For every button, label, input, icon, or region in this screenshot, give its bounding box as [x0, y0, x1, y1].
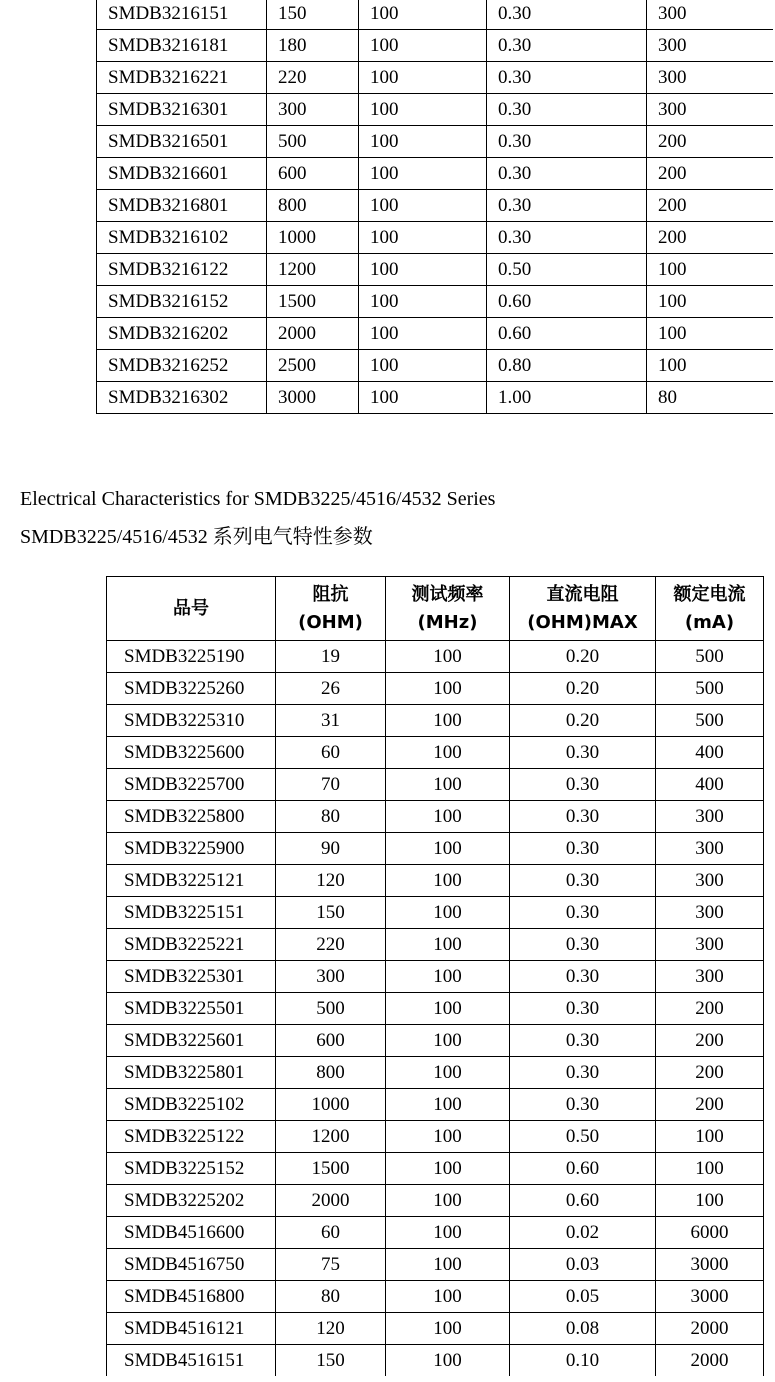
table-cell: 0.30 — [510, 1057, 656, 1089]
table-cell: 200 — [656, 1089, 764, 1121]
table-cell: 300 — [647, 62, 773, 94]
table-cell: SMDB4516750 — [107, 1249, 276, 1281]
table-cell: 300 — [647, 0, 773, 30]
section-title-english: Electrical Characteristics for SMDB3225/4516/4532 Series — [20, 488, 496, 510]
table-cell: 100 — [386, 1025, 510, 1057]
table-cell: 100 — [386, 737, 510, 769]
table-cell: 80 — [276, 801, 386, 833]
table-cell: 0.30 — [487, 126, 647, 158]
table-cell: 100 — [386, 801, 510, 833]
table-cell: SMDB3216102 — [97, 222, 267, 254]
table-row — [107, 993, 764, 1025]
table-cell: 100 — [386, 1057, 510, 1089]
table-cell: SMDB3216501 — [97, 126, 267, 158]
table-cell: 220 — [276, 929, 386, 961]
table-row — [107, 1025, 764, 1057]
table-cell: 220 — [267, 62, 359, 94]
table-cell: 300 — [656, 929, 764, 961]
table-cell: 100 — [647, 350, 773, 382]
table-cell: SMDB3225190 — [107, 641, 276, 673]
table-cell: 0.30 — [510, 929, 656, 961]
table-cell: 500 — [276, 993, 386, 1025]
table-cell: 200 — [656, 1057, 764, 1089]
table-cell: 100 — [386, 1281, 510, 1313]
table-row — [97, 190, 773, 222]
table-cell: 100 — [386, 865, 510, 897]
table-cell: 2000 — [276, 1185, 386, 1217]
table-cell: 100 — [386, 833, 510, 865]
table-row — [107, 961, 764, 993]
table-cell: SMDB4516121 — [107, 1313, 276, 1345]
table-cell: 2500 — [267, 350, 359, 382]
table-cell: 150 — [276, 897, 386, 929]
table-cell: 0.30 — [510, 1089, 656, 1121]
table-cell: SMDB3225900 — [107, 833, 276, 865]
table-cell: 0.60 — [510, 1153, 656, 1185]
table-cell: 300 — [656, 801, 764, 833]
table-cell: 100 — [386, 673, 510, 705]
column-header — [386, 577, 510, 641]
table-cell: SMDB3216601 — [97, 158, 267, 190]
table-cell: 100 — [386, 961, 510, 993]
table-cell: 180 — [267, 30, 359, 62]
table-cell: 90 — [276, 833, 386, 865]
table-cell: SMDB3225601 — [107, 1025, 276, 1057]
table-cell: 1500 — [276, 1153, 386, 1185]
table-cell: 200 — [647, 126, 773, 158]
table-cell: 3000 — [267, 382, 359, 414]
table-cell: 0.30 — [510, 961, 656, 993]
table-cell: 80 — [276, 1281, 386, 1313]
table-cell: 100 — [656, 1185, 764, 1217]
table-cell: 500 — [656, 641, 764, 673]
table-cell: 300 — [267, 94, 359, 126]
table-cell: 150 — [276, 1345, 386, 1377]
table-cell: 0.30 — [487, 158, 647, 190]
table-cell: 26 — [276, 673, 386, 705]
table-cell: 200 — [656, 993, 764, 1025]
table-cell: 0.30 — [487, 62, 647, 94]
spec-table-3225-4516-4532 — [106, 576, 764, 1376]
table-cell: 100 — [647, 254, 773, 286]
table-cell: 2000 — [267, 318, 359, 350]
table-cell: SMDB4516151 — [107, 1345, 276, 1377]
table-row — [107, 801, 764, 833]
table-row — [107, 705, 764, 737]
table-cell: 60 — [276, 1217, 386, 1249]
table-row — [107, 833, 764, 865]
table-cell: 100 — [359, 350, 487, 382]
table-cell: 100 — [386, 993, 510, 1025]
table-row — [107, 929, 764, 961]
table-cell: 0.30 — [510, 897, 656, 929]
table-cell: 100 — [359, 318, 487, 350]
table-cell: SMDB3225501 — [107, 993, 276, 1025]
table-row — [97, 222, 773, 254]
spec-table-3216-continued — [96, 0, 773, 414]
table-cell: 70 — [276, 769, 386, 801]
table-cell: SMDB3225122 — [107, 1121, 276, 1153]
table-cell: 120 — [276, 1313, 386, 1345]
table-cell: 100 — [647, 318, 773, 350]
table-cell: SMDB4516600 — [107, 1217, 276, 1249]
table-cell: 300 — [276, 961, 386, 993]
table-cell: 0.30 — [487, 94, 647, 126]
table-cell: 0.30 — [487, 190, 647, 222]
table-cell: 150 — [267, 0, 359, 30]
table-row — [97, 158, 773, 190]
table-cell: 300 — [647, 30, 773, 62]
table-cell: 500 — [656, 705, 764, 737]
table-cell: SMDB4516800 — [107, 1281, 276, 1313]
table-cell: 0.30 — [510, 801, 656, 833]
table-row — [107, 1121, 764, 1153]
table-cell: SMDB3216801 — [97, 190, 267, 222]
column-header-line: 额定电流 — [673, 583, 746, 605]
table-cell: SMDB3225121 — [107, 865, 276, 897]
table-row — [97, 350, 773, 382]
table-cell: SMDB3225151 — [107, 897, 276, 929]
table-row — [107, 1057, 764, 1089]
table-cell: 100 — [359, 0, 487, 30]
column-header-line: (mA) — [684, 611, 735, 633]
table-cell: SMDB3225301 — [107, 961, 276, 993]
table-cell: SMDB3216301 — [97, 94, 267, 126]
table-cell: 80 — [647, 382, 773, 414]
table-cell: 300 — [656, 833, 764, 865]
table-cell: 2000 — [656, 1345, 764, 1377]
column-header-line: 品号 — [173, 597, 209, 619]
table-cell: 0.80 — [487, 350, 647, 382]
table-cell: 0.30 — [510, 993, 656, 1025]
table-cell: 100 — [359, 94, 487, 126]
table-cell: 1.00 — [487, 382, 647, 414]
table-cell: 200 — [647, 158, 773, 190]
table-cell: 300 — [656, 961, 764, 993]
table-cell: 300 — [656, 865, 764, 897]
table-cell: 3000 — [656, 1281, 764, 1313]
table-cell: SMDB3225152 — [107, 1153, 276, 1185]
spec-table-3216-body — [97, 0, 773, 414]
table-cell: 100 — [386, 929, 510, 961]
table-cell: 0.10 — [510, 1345, 656, 1377]
table-cell: 100 — [386, 641, 510, 673]
table-cell: 300 — [656, 897, 764, 929]
column-header — [276, 577, 386, 641]
table-cell: 100 — [656, 1121, 764, 1153]
table-cell: SMDB3216122 — [97, 254, 267, 286]
table-cell: 600 — [276, 1025, 386, 1057]
table-cell: 100 — [386, 1249, 510, 1281]
table-cell: 100 — [656, 1153, 764, 1185]
table-cell: SMDB3225202 — [107, 1185, 276, 1217]
table-cell: 0.30 — [510, 833, 656, 865]
table-cell: 0.02 — [510, 1217, 656, 1249]
table-cell: 0.20 — [510, 705, 656, 737]
table-cell: 100 — [386, 1089, 510, 1121]
table-cell: 100 — [386, 897, 510, 929]
table-cell: 500 — [267, 126, 359, 158]
column-header — [107, 577, 276, 641]
table-cell: 0.20 — [510, 641, 656, 673]
spec-table-body — [107, 641, 764, 1377]
table-row — [97, 318, 773, 350]
table-cell: 100 — [359, 254, 487, 286]
table-cell: 100 — [386, 1153, 510, 1185]
table-row — [97, 94, 773, 126]
table-cell: SMDB3225600 — [107, 737, 276, 769]
table-row — [97, 126, 773, 158]
column-header — [656, 577, 764, 641]
table-cell: 0.20 — [510, 673, 656, 705]
table-cell: 100 — [386, 1185, 510, 1217]
table-cell: 100 — [359, 190, 487, 222]
column-header-line: 测试频率 — [411, 583, 484, 605]
table-cell: SMDB3216252 — [97, 350, 267, 382]
table-cell: 0.60 — [510, 1185, 656, 1217]
table-cell: SMDB3225800 — [107, 801, 276, 833]
table-cell: 75 — [276, 1249, 386, 1281]
table-cell: SMDB3216202 — [97, 318, 267, 350]
table-row — [107, 1217, 764, 1249]
column-header — [510, 577, 656, 641]
table-row — [97, 62, 773, 94]
table-row — [97, 254, 773, 286]
table-cell: 2000 — [656, 1313, 764, 1345]
table-cell: 100 — [359, 158, 487, 190]
table-row — [107, 641, 764, 673]
table-cell: SMDB3225102 — [107, 1089, 276, 1121]
table-row — [107, 1345, 764, 1377]
table-cell: 100 — [359, 382, 487, 414]
table-cell: SMDB3216221 — [97, 62, 267, 94]
table-cell: 0.03 — [510, 1249, 656, 1281]
table-row — [107, 897, 764, 929]
table-cell: 100 — [359, 62, 487, 94]
table-cell: 100 — [359, 286, 487, 318]
table-cell: 600 — [267, 158, 359, 190]
table-row — [107, 1281, 764, 1313]
table-cell: SMDB3216302 — [97, 382, 267, 414]
table-row — [107, 673, 764, 705]
table-row — [97, 30, 773, 62]
table-cell: 500 — [656, 673, 764, 705]
table-row — [97, 382, 773, 414]
table-cell: 3000 — [656, 1249, 764, 1281]
table-cell: 0.08 — [510, 1313, 656, 1345]
table-cell: 200 — [647, 190, 773, 222]
table-cell: SMDB3216151 — [97, 0, 267, 30]
table-cell: 800 — [276, 1057, 386, 1089]
table-row — [107, 1089, 764, 1121]
table-cell: 0.50 — [510, 1121, 656, 1153]
table-cell: SMDB3225260 — [107, 673, 276, 705]
table-cell: 300 — [647, 94, 773, 126]
column-header-line: (OHM)MAX — [527, 611, 638, 633]
section-title-chinese: SMDB3225/4516/4532 系列电气特性参数 — [20, 526, 373, 548]
table-cell: 31 — [276, 705, 386, 737]
table-cell: 0.30 — [510, 1025, 656, 1057]
table-cell: 19 — [276, 641, 386, 673]
table-cell: 400 — [656, 769, 764, 801]
table-cell: 800 — [267, 190, 359, 222]
table-cell: SMDB3225801 — [107, 1057, 276, 1089]
table-cell: 200 — [656, 1025, 764, 1057]
table-cell: SMDB3216152 — [97, 286, 267, 318]
table-cell: SMDB3225700 — [107, 769, 276, 801]
table-header-row — [107, 577, 764, 641]
table-row — [107, 769, 764, 801]
table-cell: 1000 — [267, 222, 359, 254]
table-row — [107, 865, 764, 897]
table-cell: 6000 — [656, 1217, 764, 1249]
table-cell: 0.30 — [510, 737, 656, 769]
table-cell: 0.30 — [510, 769, 656, 801]
table-row — [107, 1249, 764, 1281]
table-cell: 400 — [656, 737, 764, 769]
table-cell: SMDB3216181 — [97, 30, 267, 62]
table-cell: 100 — [386, 705, 510, 737]
table-cell: SMDB3225221 — [107, 929, 276, 961]
column-header-line: 阻抗 — [312, 583, 349, 605]
column-header-line: (OHM) — [298, 611, 363, 633]
table-row — [107, 737, 764, 769]
table-cell: 100 — [386, 769, 510, 801]
table-cell: 100 — [359, 126, 487, 158]
table-cell: 1000 — [276, 1089, 386, 1121]
table-cell: 100 — [386, 1313, 510, 1345]
table-row — [97, 0, 773, 30]
table-row — [97, 286, 773, 318]
table-row — [107, 1153, 764, 1185]
table-cell: 100 — [386, 1345, 510, 1377]
table-cell: 0.60 — [487, 318, 647, 350]
table-row — [107, 1313, 764, 1345]
table-cell: SMDB3225310 — [107, 705, 276, 737]
table-cell: 120 — [276, 865, 386, 897]
table-row — [107, 1185, 764, 1217]
table-cell: 0.05 — [510, 1281, 656, 1313]
table-cell: 100 — [647, 286, 773, 318]
table-cell: 0.30 — [487, 30, 647, 62]
table-cell: 100 — [386, 1217, 510, 1249]
table-cell: 0.30 — [487, 0, 647, 30]
table-cell: 1200 — [267, 254, 359, 286]
table-cell: 0.30 — [487, 222, 647, 254]
table-cell: 200 — [647, 222, 773, 254]
column-header-line: 直流电阻 — [546, 583, 619, 605]
table-cell: 1500 — [267, 286, 359, 318]
table-cell: 100 — [359, 30, 487, 62]
table-cell: 0.30 — [510, 865, 656, 897]
table-cell: 0.60 — [487, 286, 647, 318]
table-cell: 100 — [359, 222, 487, 254]
table-cell: 1200 — [276, 1121, 386, 1153]
table-cell: 0.50 — [487, 254, 647, 286]
table-cell: 100 — [386, 1121, 510, 1153]
table-cell: 60 — [276, 737, 386, 769]
column-header-line: (MHz) — [417, 611, 478, 633]
